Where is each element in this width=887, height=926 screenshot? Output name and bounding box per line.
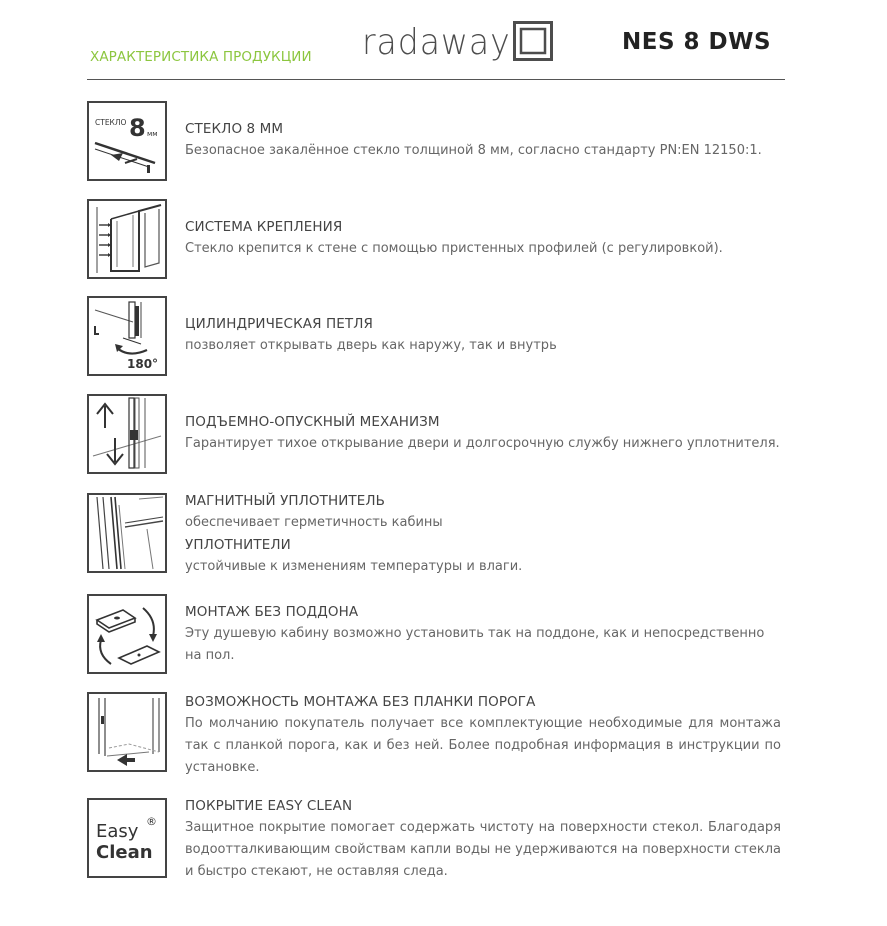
feature-title: ВОЗМОЖНОСТЬ МОНТАЖА БЕЗ ПЛАНКИ ПОРОГА [185, 694, 536, 710]
wall-mount-icon [87, 199, 167, 279]
svg-text:180°: 180° [127, 357, 159, 371]
feature-description: обеспечивает герметичность кабины [185, 515, 443, 530]
svg-text:мм: мм [147, 130, 158, 138]
feature-title-secondary: УПЛОТНИТЕЛИ [185, 537, 291, 553]
magnetic-seal-icon [87, 493, 167, 573]
feature-description: Эту душевую кабину возможно установить так на поддоне, как и непосредственно на пол. [185, 626, 765, 663]
glass-thickness-icon [87, 101, 167, 181]
header-divider [87, 79, 785, 80]
feature-description: Защитное покрытие помогает содержать чистоту на поверхности стекол. Благодаря водоотталкивающим свойствам капли воды не удерживаются на поверхности стекла и быстро стекают, не оставляя следа. [185, 820, 781, 879]
feature-description: позволяет открывать дверь как наружу, так и внутрь [185, 338, 557, 353]
feature-title: СИСТЕМА КРЕПЛЕНИЯ [185, 219, 343, 235]
feature-title: МАГНИТНЫЙ УПЛОТНИТЕЛЬ [185, 493, 386, 509]
hinge-icon [87, 296, 167, 376]
section-label: ХАРАКТЕРИСТИКА ПРОДУКЦИИ [90, 49, 312, 65]
feature-title: СТЕКЛО 8 ММ [185, 121, 284, 137]
brand-logo [362, 18, 567, 66]
lift-mechanism-icon [87, 394, 167, 474]
easy-clean-icon [87, 798, 167, 878]
svg-text:Easy: Easy [96, 821, 139, 842]
tray-optional-icon [87, 594, 167, 674]
feature-description: По молчанию покупатель получает все комплектующие необходимые для монтажа так с планкой порога, как и без ней. Более подробная информация в инструкции по установке. [185, 716, 781, 775]
feature-description: Гарантирует тихое открывание двери и долгосрочную службу нижнего уплотнителя. [185, 436, 780, 451]
feature-title: ЦИЛИНДРИЧЕСКАЯ ПЕТЛЯ [185, 316, 373, 332]
brand-name: radaway [362, 22, 511, 63]
feature-title: ПОДЪЕМНО-ОПУСКНЫЙ МЕХАНИЗМ [185, 414, 440, 430]
threshold-icon [87, 692, 167, 772]
feature-title: МОНТАЖ БЕЗ ПОДДОНА [185, 604, 359, 620]
feature-description-secondary: устойчивые к изменениям температуры и влаги. [185, 559, 523, 574]
model-name: NES 8 DWS [622, 29, 772, 55]
svg-text:Clean: Clean [96, 842, 153, 863]
feature-description: Безопасное закалённое стекло толщиной 8 мм, согласно стандарту PN:EN 12150:1. [185, 143, 762, 158]
feature-description: Стекло крепится к стене с помощью пристенных профилей (с регулировкой). [185, 241, 723, 256]
brand-logo-mark-icon [513, 21, 553, 61]
feature-title: ПОКРЫТИЕ EASY CLEAN [185, 798, 353, 814]
svg-text:СТЕКЛО: СТЕКЛО [95, 118, 127, 127]
svg-text:®: ® [146, 815, 157, 828]
svg-text:8: 8 [129, 114, 146, 142]
header [0, 0, 887, 80]
